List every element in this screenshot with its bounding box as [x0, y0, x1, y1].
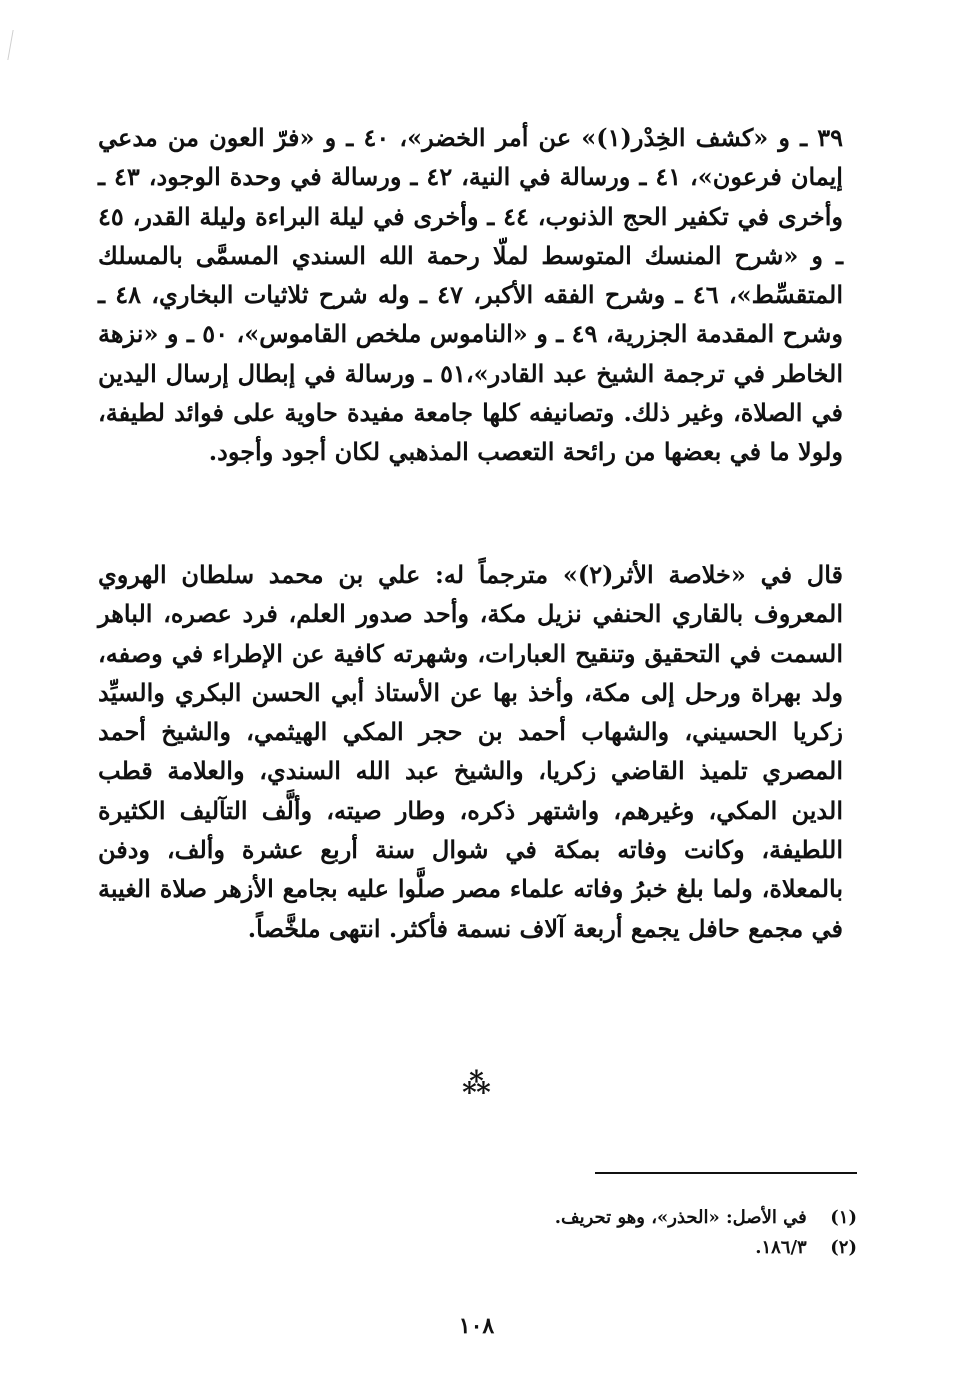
footnotes: [117, 1203, 857, 1263]
footnote-1-text: في الأصل: «الحذر»، وهو تحريف.: [554, 1207, 807, 1228]
paragraph-biography: قال في «خلاصة الأثر(٢)» مترجماً له: علي بن محمد سلطان الهروي المعروف بالقاري الحنفي نزيل مكة، وأحد صدور العلم، فرد عصره، الباهر السمت في التحقيق وتنقيح العبارات، وشهرته كافية عن الإطراء في وصفه، ولد بهراة ورحل إلى مكة، وأخذ بها عن الأستاذ أبي الحسن البكري والسيِّد زكريا الحسيني، والشهاب أحمد بن حجر المكي الهيثمي، والشيخ أحمد المصري تلميذ القاضي زكريا، والشيخ عبد الله السندي، والعلامة قطب الدين المكي، وغيرهم، واشتهر ذكره، وطار صيته، وألَّف التآليف الكثيرة اللطيفة، وكانت وفاته بمكة في شوال سنة أربع عشرة وألف، ودفن بالمعلاة، ولما بلغ خبرُ وفاته علماء مصر صلَّوا عليه بجامع الأزهر صلاة الغيبة في مجمع حافل يجمع أربعة آلاف نسمة فأكثر. انتهى ملخَّصاً.: [98, 560, 843, 943]
footnote-1: [117, 1203, 857, 1233]
section-separator: ⁂: [462, 1067, 491, 1100]
paragraph-works-list: ٣٩ ـ و «كشف الخِدْر(١)» عن أمر الخضر»، ٤٠ ـ و «فرّ العون من مدعي إيمان فرعون»، ٤١ ـ ورسالة في النية، ٤٢ ـ ورسالة في وحدة الوجود، ٤٣ ـ وأخرى في تكفير الحج الذنوب، ٤٤ ـ وأخرى في ليلة البراءة وليلة القدر، ٤٥ ـ و «شرح المنسك المتوسط لملّا رحمة الله السندي المسمَّى بالمسلك المتقسِّط»، ٤٦ ـ وشرح الفقه الأكبر، ٤٧ ـ وله شرح ثلاثيات البخاري، ٤٨ ـ وشرح المقدمة الجزرية، ٤٩ ـ و «الناموس ملخص القاموس»، ٥٠ ـ و «نزهة الخاطر في ترجمة الشيخ عبد القادر»،٥١ ـ ورسالة في إبطال إرسال اليدين في الصلاة، وغير ذلك. وتصانيفه كلها جامعة مفيدة حاوية على فوائد لطيفة، ولولا ما في بعضها من رائحة التعصب المذهبي لكان أجود وأجود.: [98, 123, 844, 467]
footnote-2: [117, 1233, 857, 1263]
page-number: ١٠٨: [458, 1313, 495, 1339]
footnote-2-text: ١٨٦/٣.: [755, 1237, 807, 1258]
footnote-divider: [595, 1172, 857, 1174]
scan-mark: [7, 30, 19, 60]
footnote-2-number: (٢): [830, 1237, 857, 1258]
footnote-1-number: (١): [830, 1207, 857, 1228]
